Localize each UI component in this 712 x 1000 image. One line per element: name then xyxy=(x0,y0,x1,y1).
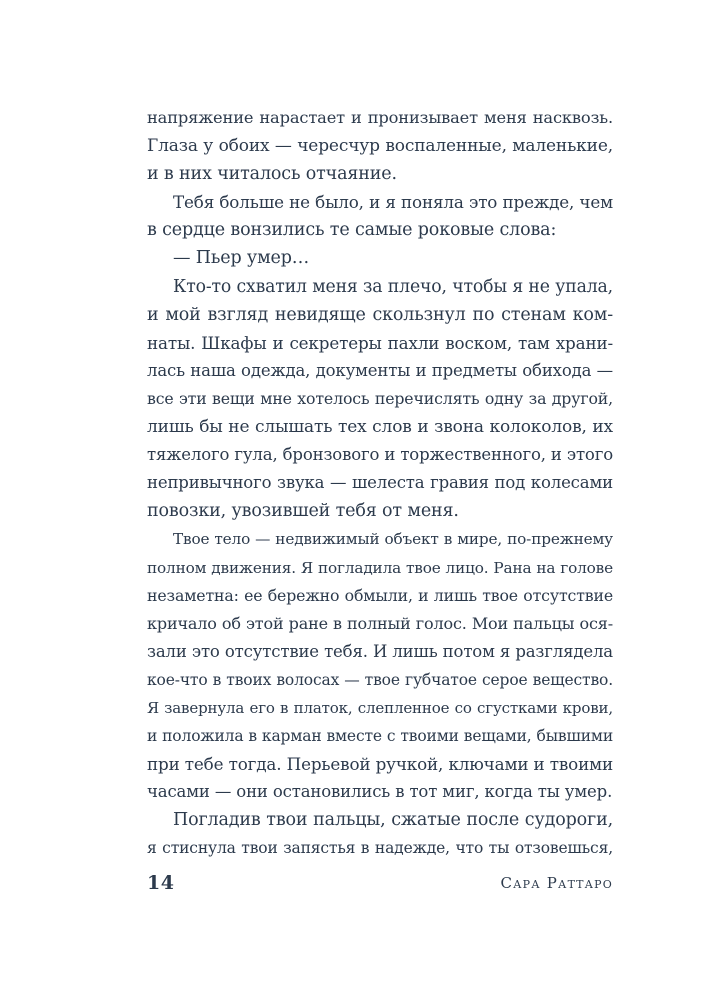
page-footer xyxy=(147,872,613,902)
text-line: в сердце вонзились те самые роковые слова: xyxy=(147,220,557,241)
text-line: напряжение нарастает и пронизывает меня насквозь. xyxy=(147,108,613,127)
page-number: 14 xyxy=(147,872,175,894)
text-line: и в них читалось отчаяние. xyxy=(147,164,397,185)
text-line: кричало об этой ране в полный голос. Мои пальцы ося- xyxy=(147,613,613,633)
text-line: Я завернула его в платок, слепленное со сгустками крови, xyxy=(147,698,613,717)
text-line: Кто-то схватил меня за плечо, чтобы я не упала, xyxy=(173,276,613,297)
text-line: наты. Шкафы и секретеры пахли воском, там храни- xyxy=(147,332,613,353)
text-line: Глаза у обоих — чересчур воспаленные, маленькие, xyxy=(147,136,613,157)
text-line: зали это отсутствие тебя. И лишь потом я разглядела xyxy=(147,641,613,661)
text-line: лась наша одежда, документы и предметы обихода — xyxy=(147,360,613,380)
text-line: Погладив твои пальцы, сжатые после судороги, xyxy=(173,810,613,831)
body-text xyxy=(147,104,613,863)
running-head-author: Сара Раттаро xyxy=(500,874,613,892)
text-line: повозки, увозившей тебя от меня. xyxy=(147,501,459,522)
text-line: — Пьер умер… xyxy=(173,248,310,269)
text-line: тяжелого гула, бронзового и торжественного, и этого xyxy=(147,445,613,465)
text-line: и положила в карман вместе с твоими вещами, бывшими xyxy=(147,727,613,746)
text-line: часами — они остановились в тот миг, когда ты умер. xyxy=(147,782,613,802)
text-line: кое-что в твоих волосах — твое губчатое серое вещество. xyxy=(147,670,613,689)
text-line: Тебя больше не было, и я поняла это прежде, чем xyxy=(173,192,613,213)
text-line: непривычного звука — шелеста гравия под колесами xyxy=(147,473,613,493)
text-line: незаметна: ее бережно обмыли, и лишь твое отсутствие xyxy=(147,585,613,605)
text-line: я стиснула твои запястья в надежде, что ты отзовешься, xyxy=(147,839,613,858)
text-line: Твое тело — недвижимый объект в мире, по-прежнему xyxy=(173,530,613,549)
text-line: все эти вещи мне хотелось перечислять одну за другой, xyxy=(147,388,613,408)
text-line: полном движения. Я погладила твое лицо. Рана на голове xyxy=(147,558,613,577)
text-line: лишь бы не слышать тех слов и звона колоколов, их xyxy=(147,417,613,438)
text-line: при тебе тогда. Перьевой ручкой, ключами и твоими xyxy=(147,754,613,775)
text-line: и мой взгляд невидяще скользнул по стенам ком- xyxy=(147,304,613,325)
